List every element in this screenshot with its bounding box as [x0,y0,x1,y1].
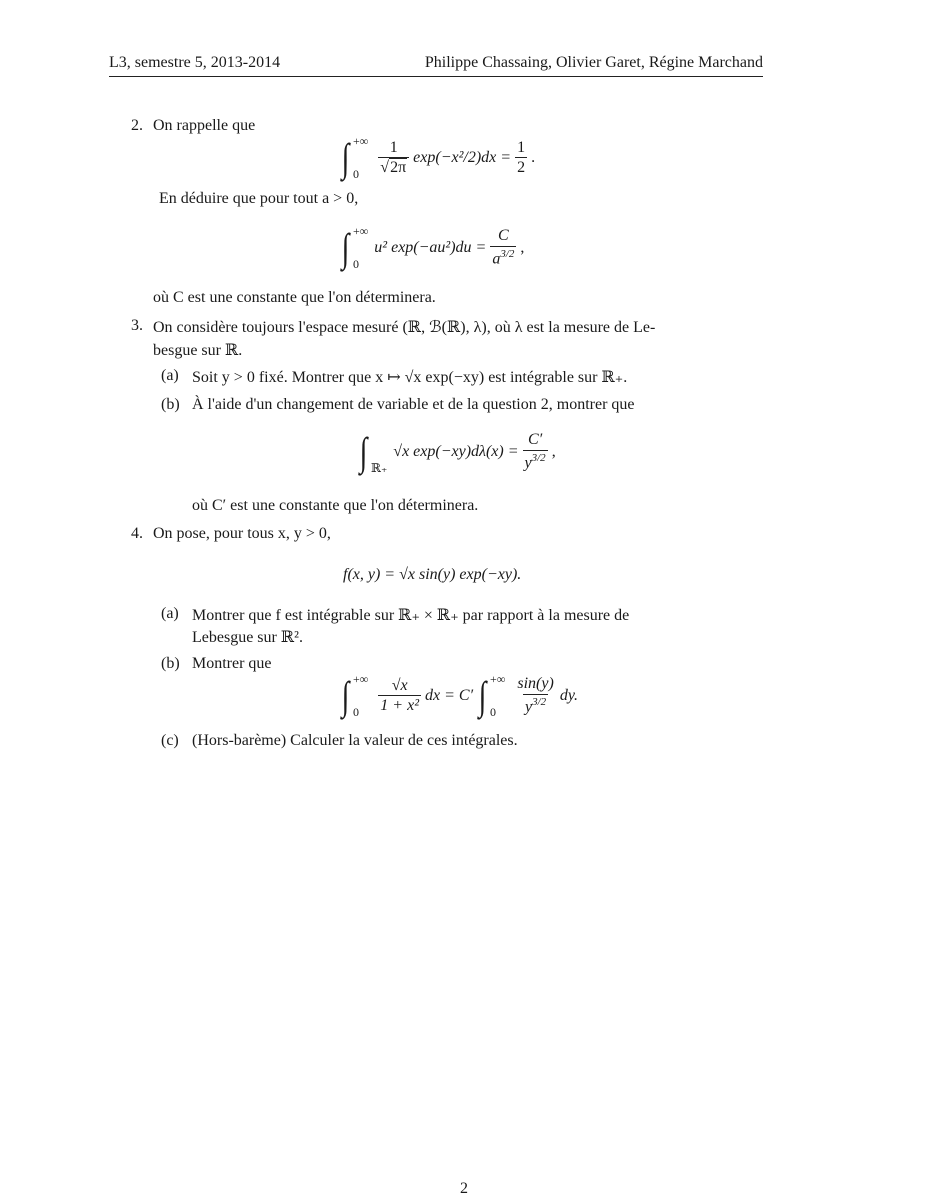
middle-term: dx = C′ [425,687,474,704]
radicand: 2π [390,159,407,176]
q3-line-1: On considère toujours l'espace mesuré (ℝ, ℬ(ℝ), λ), où λ est la mesure de Le- [153,319,656,336]
numerator: 1 [389,138,398,156]
integral-sign: ∫ [341,225,350,270]
q2-intro: On rappelle que [153,117,256,134]
rhs-numerator: C [498,227,509,245]
integrand: √x exp(−xy)dλ(x) = [393,443,519,460]
upper-limit: +∞ [352,134,369,148]
integral-limits-2 [490,672,505,720]
lower-limit: 0 [352,257,359,271]
punctuation: , [520,239,525,256]
q4a-line-1: Montrer que f est intégrable sur ℝ₊ × ℝ₊ par rapport à la mesure de [192,607,630,624]
q2-number: 2. [131,117,143,134]
q3-equation [358,428,556,476]
integral-sign: ∫ [341,673,350,718]
exponent-2: 3/2 [532,695,547,708]
lower-limit-2: 0 [490,705,497,719]
q2-equation-2 [340,224,524,272]
q4c-label: (c) [161,732,179,749]
lower-limit: 0 [352,705,359,719]
rhs-fraction [515,139,527,178]
integral-limits [371,428,387,476]
upper-limit-2: +∞ [490,672,506,686]
numerator: √x [391,676,408,694]
integral-limits [353,134,368,182]
q3a-text: Soit y > 0 fixé. Montrer que x ↦ √x exp(−xy) est intégrable sur ℝ₊. [192,369,628,386]
q3a-label: (a) [161,367,179,384]
q3b-text: À l'aide d'un changement de variable et de la question 2, montrer que [192,396,635,413]
integrand: u² exp(−au²)du = [374,239,487,256]
header-course: L3, semestre 5, 2013-2014 [109,54,281,71]
integral-sign: ∫ [341,135,350,180]
integral-sign: ∫ [359,429,368,474]
q2-deduce: En déduire que pour tout a > 0, [159,190,359,207]
numerator-2: sin(y) [517,675,554,693]
integral-limits [353,224,368,272]
q4b-label: (b) [161,655,180,672]
rhs-base: a [492,250,501,268]
rhs-numerator: 1 [517,138,526,156]
q4-number: 4. [131,525,143,542]
rhs-fraction [490,227,516,268]
punctuation: , [551,443,556,460]
q4a-label: (a) [161,605,179,622]
rhs-exponent: 3/2 [500,247,515,260]
fraction [378,677,421,716]
integral-sign-2: ∫ [478,673,487,718]
rhs-denominator: 2 [517,159,526,176]
q2-equation-1 [340,134,535,182]
q3-where: où C′ est une constante que l'on déterminera. [192,497,479,514]
upper-limit: +∞ [352,672,369,686]
rhs-denominator [490,246,516,269]
q4a-line-2: Lebesgue sur ℝ². [192,629,303,646]
header-authors: Philippe Chassaing, Olivier Garet, Régine Marchand [424,54,763,71]
q4-intro: On pose, pour tous x, y > 0, [153,525,331,542]
base-2: y [525,698,533,716]
denominator: √2π [378,157,409,177]
rhs-fraction [523,431,548,472]
rhs-denominator [523,450,548,473]
q3-number: 3. [131,317,143,334]
fraction [378,139,409,178]
denominator: 1 + x² [380,697,419,714]
rhs-exponent: 3/2 [531,451,546,464]
rhs-base: y [524,454,532,472]
page-header [109,54,763,77]
page-number: 2 [460,1180,468,1197]
punctuation: . [531,149,536,166]
q3b-label: (b) [161,396,180,413]
q3-line-2: besgue sur ℝ. [153,342,243,359]
integral-limits [353,672,368,720]
q4b-text: Montrer que [192,655,272,672]
q4-definition: f(x, y) = √x sin(y) exp(−xy). [343,566,522,583]
differential: dy. [559,687,579,704]
rhs-numerator: C′ [528,431,543,449]
lower-limit: 0 [352,167,359,181]
integrand: exp(−x²/2)dx = [413,149,512,166]
q2-where: où C est une constante que l'on déterminera. [153,289,436,306]
lower-limit: ℝ₊ [370,461,388,475]
q4c-text: (Hors-barème) Calculer la valeur de ces intégrales. [192,732,518,749]
q4-equation [340,672,578,720]
fraction-2 [515,675,555,716]
upper-limit: +∞ [352,224,369,238]
denominator-2 [523,694,548,717]
